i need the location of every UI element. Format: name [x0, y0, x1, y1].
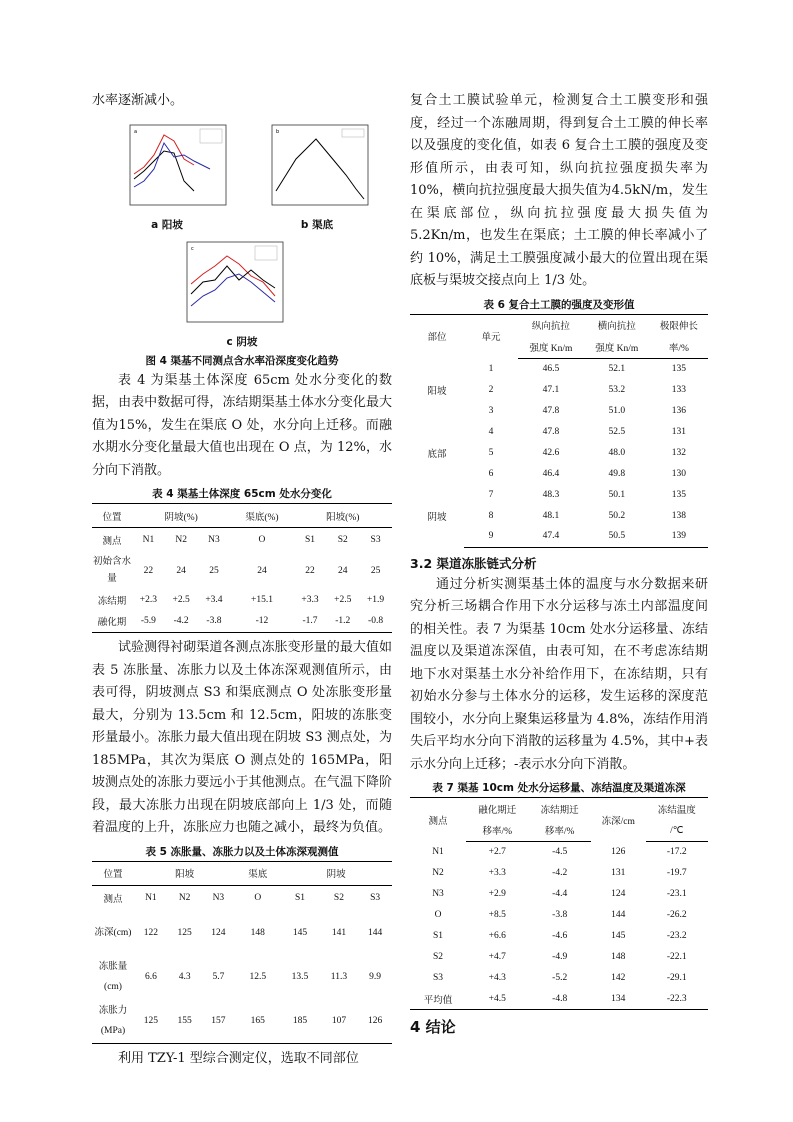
table-cell: S3 [432, 973, 444, 983]
table-cell: 107 [320, 999, 359, 1043]
table-cell: -19.7 [666, 868, 687, 878]
table-cell: 135 [671, 363, 686, 374]
table-cell: N2 [175, 535, 187, 546]
table-6 [410, 314, 708, 548]
table-cell: 122 [143, 928, 158, 938]
table-cell: S2 [333, 893, 344, 904]
table-cell: 50.5 [584, 526, 650, 547]
table-cell: 148 [611, 952, 626, 962]
table-row [92, 885, 392, 911]
table-row [92, 611, 392, 633]
table-cell: 47.4 [518, 526, 584, 547]
table-7 [410, 797, 708, 1010]
legend [255, 246, 277, 260]
table-cell: +3.4 [205, 594, 223, 605]
table-cell: -3.8 [552, 910, 568, 920]
table-cell: 9 [464, 526, 518, 547]
table-row [410, 863, 708, 884]
table-cell: 底部 [427, 449, 447, 460]
table-cell: 131 [671, 426, 686, 437]
table-cell: 6 [488, 468, 494, 479]
table-cell: -29.1 [666, 973, 687, 983]
table-cell: 46.5 [542, 363, 560, 374]
panel-label: a [134, 128, 138, 135]
table-cell: N3 [208, 535, 220, 546]
table-row [92, 553, 392, 589]
table-cell: 纵向抗拉 [518, 314, 584, 336]
table-cell: 融化期 [92, 611, 132, 633]
table-cell: 144 [611, 910, 626, 920]
section-heading-3-2: 3.2 渠道冻胀链式分析 [410, 555, 537, 571]
table-row [92, 861, 392, 885]
figure-4c [167, 236, 317, 349]
table-cell: 139 [650, 526, 708, 547]
table-cell: 位置 [92, 861, 134, 885]
paragraph-chain-analysis: 通过分析实测渠基土体的温度与水分数据来研究分析三场耦合作用下水分运移与冻土内部温度间的相关性。表 7 为渠基 10cm 处水分运移量、冻结温度以及渠道冻深值，由表可知，在不考虑冻结期地下水对渠基土水分补给作用下，在冻结期，只有初始水分参与土体水分的运移，发生运移的深度范围较小，水分向上聚集运移量为 4.8%，冻结作用消失后平均水分向下消散的运移量为 4.5%，其中+表示水分向上迁移；-表示水分向下消散。 [410, 576, 708, 772]
table-row [92, 955, 392, 999]
table-cell: 48.1 [542, 510, 560, 521]
table-cell: 3 [488, 405, 494, 416]
table-cell: N1 [142, 535, 155, 546]
table-cell: 24 [257, 565, 267, 576]
table-cell: 48.0 [608, 447, 626, 458]
table-cell: 25 [370, 565, 381, 576]
table-cell: 47.8 [542, 426, 560, 437]
table-row [92, 504, 392, 528]
table-cell: -1.2 [326, 611, 359, 633]
table-cell: 126 [358, 999, 392, 1043]
table-cell: -1.7 [294, 611, 327, 633]
table-cell: -4.2 [552, 868, 568, 878]
table-cell: 155 [168, 999, 202, 1043]
table-cell: O [434, 910, 442, 920]
table-cell: +4.5 [466, 989, 528, 1010]
table-cell: 52.5 [608, 426, 626, 437]
table-cell: +2.5 [172, 594, 190, 605]
table-cell: 50.1 [608, 489, 626, 500]
table-cell: -23.2 [666, 931, 687, 941]
table-cell: -22.1 [666, 952, 687, 962]
table-cell: 22 [143, 565, 154, 576]
table-cell: +3.3 [488, 868, 506, 878]
table-row [410, 421, 708, 442]
table-cell: 冻结期 [97, 596, 127, 607]
table-cell: 冻胀力(MPa) [92, 999, 134, 1043]
table-cell: 51.0 [608, 405, 626, 416]
figure-4b [242, 119, 392, 232]
table-cell: -23.1 [666, 889, 687, 899]
table-cell: 13.5 [291, 972, 309, 982]
table-row [92, 911, 392, 955]
legend [342, 129, 364, 137]
table-4-caption: 表 4 渠基土体深度 65cm 处水分变化 [152, 488, 332, 500]
table-cell: O [258, 535, 266, 546]
table-cell: -4.6 [552, 931, 568, 941]
table-cell: 阳坡 [427, 386, 447, 397]
table-cell: +2.3 [139, 594, 157, 605]
table-row [410, 989, 708, 1010]
table-row [410, 968, 708, 989]
table-cell: 位置 [92, 504, 132, 528]
table-cell: 平均值 [410, 989, 466, 1010]
table-cell: 冻胀量(cm) [98, 962, 128, 992]
table-cell: 移率/% [466, 820, 528, 842]
table-cell: N2 [432, 868, 444, 878]
panel-label: c [191, 245, 194, 252]
table-cell: 133 [671, 384, 686, 395]
table-cell: N3 [212, 893, 225, 904]
table-cell: 强度 Kn/m [518, 336, 584, 358]
table-cell: 测点 [410, 798, 466, 842]
table-row [410, 842, 708, 863]
table-cell: 25 [209, 565, 219, 576]
table-cell: -4.8 [528, 989, 590, 1010]
table-row [410, 947, 708, 968]
table-cell: -4.2 [165, 611, 198, 633]
table-row [410, 884, 708, 905]
table-cell: 4.3 [178, 972, 191, 982]
table-cell: 12.5 [249, 972, 267, 982]
table-cell: 126 [611, 847, 626, 857]
table-cell: 测点 [103, 895, 123, 906]
table-cell: 6.6 [144, 972, 157, 982]
table-cell: 131 [611, 868, 626, 878]
table-cell: -4.9 [552, 952, 568, 962]
paragraph-table4-intro: 表 4 为渠基土体深度 65cm 处水分变化的数据，由表中数据可得，冻结期渠基土体水分变化最大值为15%，发生在渠底 O 处，水分向上迁移。而融水期水分变化量最大值也出现在 O 点，为 12%，水分向下消散。 [92, 372, 392, 478]
table-cell: S2 [432, 952, 444, 962]
paragraph-continuation: 水率逐渐减小。 [92, 93, 184, 108]
table-cell: 47.8 [542, 405, 560, 416]
table-cell: +2.9 [488, 889, 506, 899]
figure-4a-label: a 阳坡 [151, 218, 183, 231]
table-cell: -17.2 [666, 847, 687, 858]
table-cell: -0.8 [359, 611, 392, 633]
left-column [92, 90, 392, 1070]
table-cell: +4.3 [488, 973, 506, 983]
table-cell: 5.7 [212, 972, 225, 982]
table-cell: +4.7 [488, 952, 506, 962]
table-cell: S1 [432, 931, 444, 941]
figure-4-row1 [92, 119, 392, 232]
panel-label: b [276, 128, 280, 135]
series-line [134, 151, 194, 191]
table-cell: +1.9 [366, 594, 385, 605]
table-cell: 8 [488, 510, 494, 521]
table-cell: 165 [235, 999, 280, 1043]
table-cell: S1 [304, 535, 315, 546]
table-cell: 52.1 [608, 363, 626, 374]
table-5 [92, 861, 392, 1044]
table-cell: 渠底 [235, 861, 280, 885]
legend [200, 129, 222, 143]
table-cell: 极限伸长 [650, 314, 708, 336]
table-cell: 47.1 [542, 384, 560, 395]
table-row [92, 999, 392, 1043]
table-cell: -5.9 [132, 611, 165, 633]
table-cell: 132 [671, 447, 686, 458]
table-cell: 冻结期迁 [528, 798, 590, 820]
figure-4-caption: 图 4 渠基不同测点含水率沿深度变化趋势 [145, 354, 339, 367]
table-6-caption: 表 6 复合土工膜的强度及变形值 [483, 298, 635, 311]
table-cell: N2 [178, 893, 191, 904]
table-cell: 初始含水量 [92, 556, 131, 584]
table-cell: 138 [671, 510, 686, 521]
table-row [410, 798, 708, 820]
paragraph-geomembrane: 复合土工膜试验单元，检测复合土工膜变形和强度，经过一个冻融周期，得到复合土工膜的伸长率以及强度的变化值，如表 6 复合土工膜的强度及变形值所示，由表可知，纵向抗拉强度损失率为 10%，横向抗拉强度最大损失值为4.5kN/m，发生在渠底部位，纵向抗拉强度最大损失值为 5.2Kn/m，也发生在渠底；土工膜的伸长率减小了约 10%，满足土工膜强度减小最大的位置出现在渠底板与渠坡交接点向上 1/3 处。 [410, 93, 708, 288]
table-cell: +8.5 [488, 910, 506, 920]
table-row [410, 484, 708, 505]
table-cell: -26.2 [666, 910, 687, 920]
table-row [410, 358, 708, 379]
table-cell: 11.3 [330, 972, 348, 982]
table-cell: 1 [488, 363, 494, 374]
series-line [276, 139, 364, 199]
table-cell: 42.6 [542, 447, 560, 458]
table-cell: 冻深(cm) [94, 928, 132, 938]
section-heading-4: 4 结论 [410, 1018, 456, 1036]
table-cell: N3 [432, 889, 444, 899]
table-cell: 148 [250, 928, 265, 938]
figure-4c-label: c 阴坡 [226, 335, 258, 348]
table-cell: 22 [305, 565, 315, 576]
table-cell: /℃ [646, 820, 708, 842]
table-cell: 强度 Kn/m [584, 336, 650, 358]
table-cell: 冻结温度 [646, 798, 708, 820]
figure-4b-plot [242, 119, 392, 211]
table-cell: +2.7 [488, 847, 506, 858]
table-cell: 单元 [464, 314, 518, 358]
right-column [410, 90, 708, 1052]
table-row [92, 528, 392, 553]
figure-4a-plot [92, 119, 242, 211]
table-cell: 阳坡(%) [294, 504, 392, 528]
series-line [191, 266, 275, 294]
table-cell: 185 [280, 999, 319, 1043]
table-cell: 阴坡 [427, 512, 447, 523]
table-cell: S2 [337, 535, 348, 546]
table-cell: 50.2 [608, 510, 626, 521]
table-cell: 阴坡(%) [132, 504, 230, 528]
paragraph-continues: 利用 TZY-1 型综合测定仪，选取不同部位 [118, 1050, 359, 1066]
table-cell: 125 [177, 928, 192, 938]
table-cell: 145 [611, 931, 626, 941]
table-cell: 5 [488, 447, 494, 458]
table-cell: 24 [176, 565, 186, 576]
paragraph-table5-intro: 试验测得衬砌渠道各测点冻胀变形量的最大值如表 5 冻胀量、冻胀力以及土体冻深观测值所示，由表可得，阴坡测点 S3 和渠底测点 O 处冻胀变形量最大，分别为 13.5cm 和 12.5cm，阳坡的冻胀变形量最小。冻胀力最大值出现在阴坡 S3 测点处，为 185MPa，其次为渠底 O 测点处的 165MPa，阳坡测点处的冻胀力要远小于其他测点。在气温下降阶段，最大冻胀力出现在阴坡底部向上 1/3 处，而随着温度的上升，冻胀应力也随之减小，最终为负值。 [92, 640, 392, 835]
table-cell: 移率/% [528, 820, 590, 842]
table-cell: 7 [488, 489, 494, 500]
table-cell: 融化期迁 [466, 798, 528, 820]
table-cell: 130 [671, 468, 686, 479]
table-cell: 46.4 [542, 468, 560, 479]
table-cell: 率/% [650, 336, 708, 358]
table-cell: +2.5 [334, 594, 352, 605]
table-cell: +6.6 [488, 931, 506, 941]
table-cell: 48.3 [542, 489, 560, 500]
table-4 [92, 503, 392, 633]
table-cell: 部位 [410, 314, 464, 358]
table-7-caption: 表 7 渠基 10cm 处水分运移量、冻结温度及渠道冻深 [432, 782, 686, 794]
table-cell: N1 [432, 847, 444, 857]
table-cell: +15.1 [250, 594, 273, 605]
table-cell: 49.8 [608, 468, 626, 479]
figure-4c-plot [167, 236, 317, 328]
table-cell: 145 [292, 928, 308, 938]
table-row [92, 589, 392, 611]
table-cell: 53.2 [608, 384, 626, 395]
table-cell: -22.3 [646, 989, 708, 1010]
table-row [410, 926, 708, 947]
table-cell: 横向抗拉 [584, 314, 650, 336]
table-cell: -12 [230, 611, 293, 633]
figure-4a [92, 119, 242, 232]
table-cell: 142 [611, 973, 626, 983]
figure-4b-label: b 渠底 [300, 218, 334, 231]
table-cell: 124 [611, 889, 626, 899]
table-cell: +3.3 [301, 594, 319, 605]
table-cell: 144 [367, 928, 383, 938]
table-cell: O [254, 893, 262, 904]
table-row [410, 905, 708, 926]
table-cell: 157 [202, 999, 236, 1043]
table-cell: 136 [671, 405, 686, 416]
series-line [191, 274, 275, 306]
table-cell: -4.4 [552, 889, 568, 899]
table-cell: 124 [211, 928, 226, 938]
table-cell: -3.8 [198, 611, 231, 633]
table-cell: -4.5 [552, 847, 568, 858]
table-cell: -5.2 [552, 973, 568, 983]
table-cell: 125 [134, 999, 168, 1043]
table-cell: 渠底(%) [230, 504, 293, 528]
table-cell: 141 [331, 928, 347, 938]
table-cell: 2 [488, 384, 494, 395]
table-row [410, 314, 708, 336]
series-line [134, 135, 194, 174]
table-cell: 阳坡 [134, 861, 235, 885]
table-cell: 冻深/cm [591, 798, 646, 842]
table-cell: 阴坡 [280, 861, 392, 885]
table-cell: 测点 [102, 537, 122, 548]
table-cell: S3 [370, 535, 381, 546]
table-cell: 134 [591, 989, 646, 1010]
table-cell: 4 [488, 426, 494, 437]
table-cell: S3 [370, 893, 381, 904]
table-cell: 9.9 [369, 972, 382, 982]
table-cell: 135 [671, 489, 686, 500]
table-cell: 24 [338, 565, 348, 576]
table-5-caption: 表 5 冻胀量、冻胀力以及土体冻深观测值 [145, 845, 339, 858]
table-cell: S1 [294, 893, 305, 904]
table-cell: N1 [145, 893, 157, 904]
